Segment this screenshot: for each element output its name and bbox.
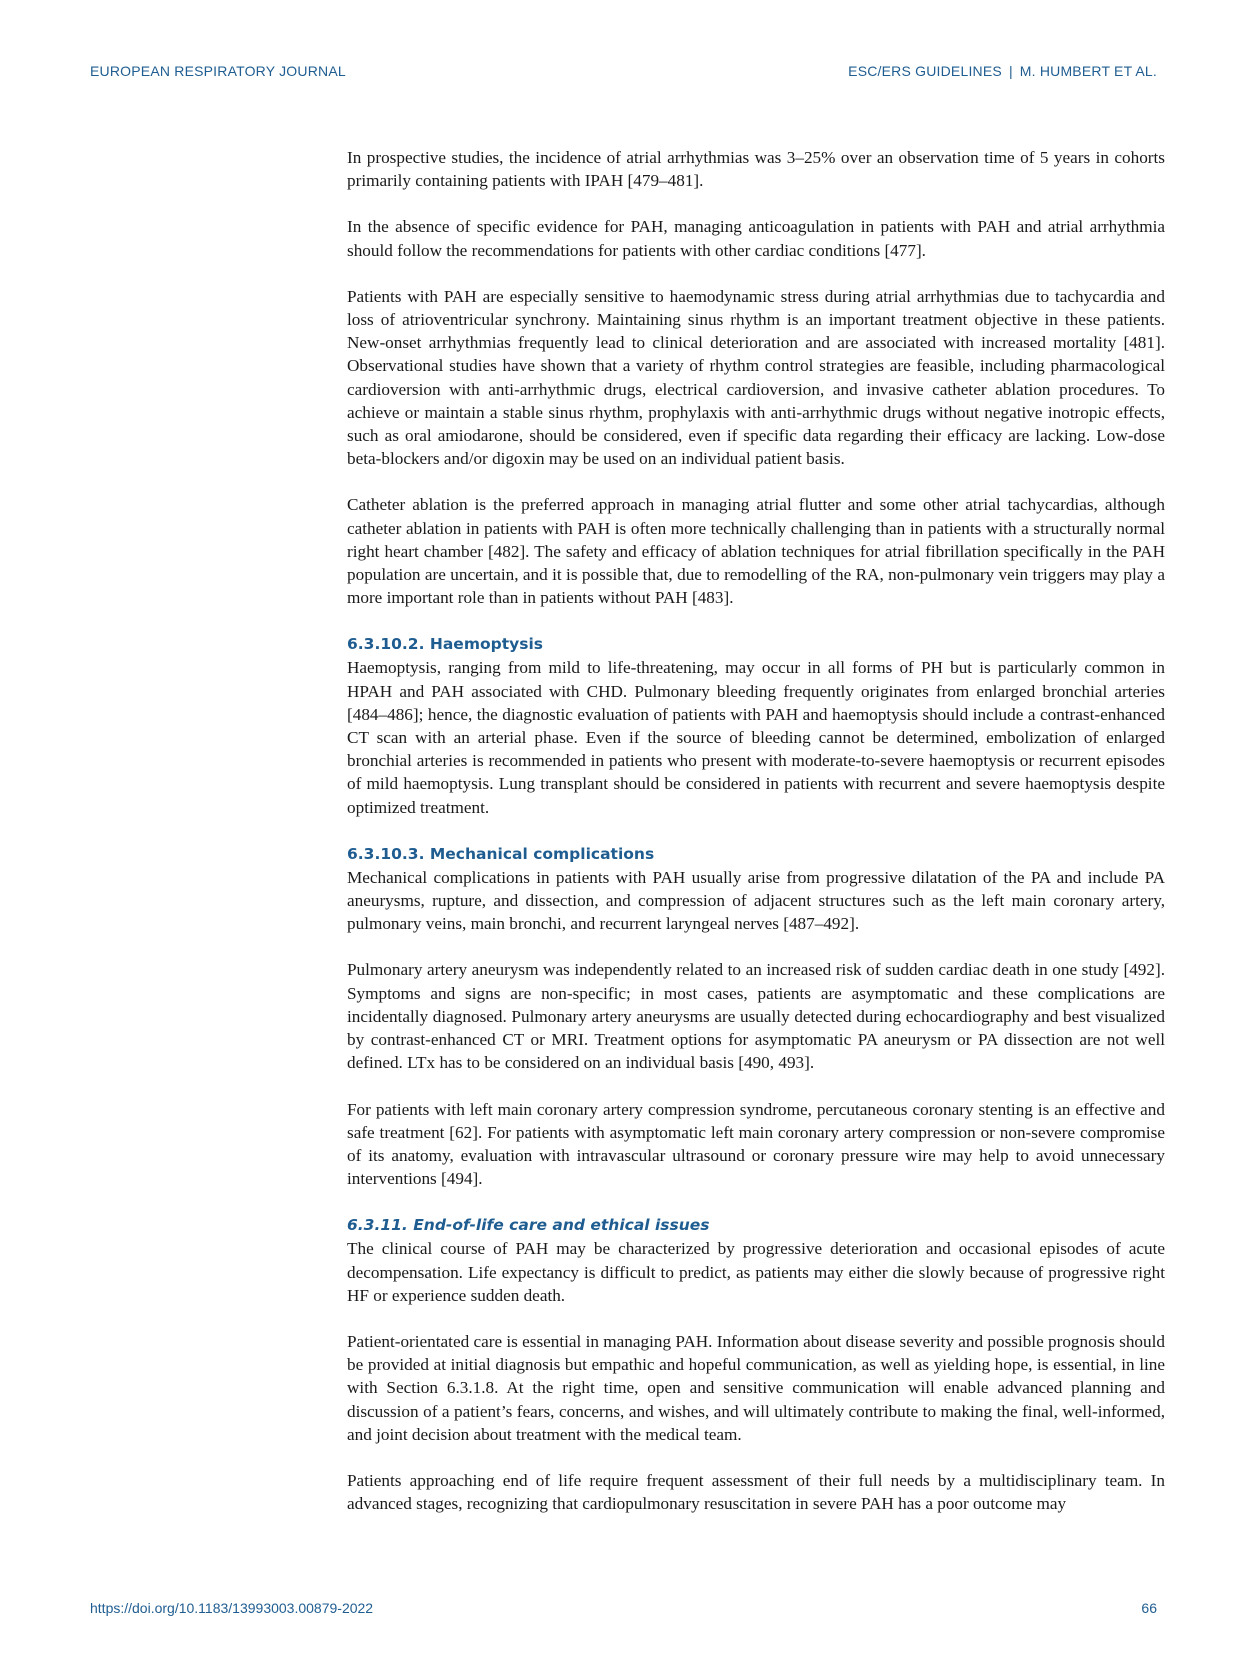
paragraph: Patient-orientated care is essential in managing PAH. Information about disease severity and possible prognosis should be provided at initial diagnosis but empathic and hopeful communication, as well as yielding hope, is essential, in line with Section 6.3.1.8. At the right time, open and sensitive communication will enable advanced planning and discussion of a patient’s fears, concerns, and wishes, and will ultimately contribute to making the final, well-informed, and joint decision about treatment with the medical team. bbox=[347, 1331, 1165, 1444]
paragraph: Catheter ablation is the preferred approach in managing atrial flutter and some other atrial tachycardias, although catheter ablation in patients with PAH is often more technically challenging than in patients with a structurally normal right heart chamber [482]. The safety and efficacy of ablation techniques for atrial fibrillation specifically in the PAH population are uncertain, and it is possible that, due to remodelling of the RA, non-pulmonary vein triggers may play a more important role than in patients without PAH [483]. bbox=[347, 495, 1165, 608]
header-separator: | bbox=[1008, 63, 1013, 79]
paragraph: Haemoptysis, ranging from mild to life-threatening, may occur in all forms of PH but is particularly common in HPAH and PAH associated with CHD. Pulmonary bleeding frequently originates from enlarged bronchial arteries [484–486]; hence, the diagnostic evaluation of patients with PAH and haemoptysis should include a contrast-enhanced CT scan with an arterial phase. Even if the source of bleeding cannot be determined, embolization of enlarged bronchial arteries is recommended in patients who present with moderate-to-severe haemoptysis or recurrent episodes of mild haemoptysis. Lung transplant should be considered in patients with recurrent and severe haemoptysis despite optimized treatment. bbox=[347, 658, 1165, 817]
journal-title: EUROPEAN RESPIRATORY JOURNAL bbox=[90, 63, 346, 79]
paragraph: Pulmonary artery aneurysm was independently related to an increased risk of sudden cardiac death in one study [492]. Symptoms and signs are non-specific; in most cases, patients are asymptomatic and these complications are incidentally diagnosed. Pulmonary artery aneurysms are usually detected during echocardiography and best visualized by contrast-enhanced CT or MRI. Treatment options for asymptomatic PA aneurysm or PA dissection are not well defined. LTx has to be considered on an individual basis [490, 493]. bbox=[347, 960, 1165, 1073]
section-heading-haemoptysis: 6.3.10.2. Haemoptysis bbox=[347, 635, 543, 654]
paragraph: In the absence of specific evidence for PAH, managing anticoagulation in patients with PAH and atrial arrhythmia should follow the recommendations for patients with other cardiac conditions [477]. bbox=[347, 217, 1165, 260]
running-head-right bbox=[848, 63, 1157, 79]
paragraph: Patients with PAH are especially sensitive to haemodynamic stress during atrial arrhythmias due to tachycardia and loss of atrioventricular synchrony. Maintaining sinus rhythm is an important treatment objective in these patients. New-onset arrhythmias frequently lead to clinical deterioration and are associated with increased mortality [481]. Observational studies have shown that a variety of rhythm control strategies are feasible, including pharmacological cardioversion with anti-arrhythmic drugs, electrical cardioversion, and invasive catheter ablation procedures. To achieve or maintain a stable sinus rhythm, prophylaxis with anti-arrhythmic drugs without negative inotropic effects, such as oral amiodarone, should be considered, even if specific data regarding their efficacy are lacking. Low-dose beta-blockers and/or digoxin may be used on an individual patient basis. bbox=[347, 286, 1165, 469]
paragraph: For patients with left main coronary artery compression syndrome, percutaneous coronary stenting is an effective and safe treatment [62]. For patients with asymptomatic left main coronary artery compression or non-severe compromise of its anatomy, evaluation with intravascular ultrasound or coronary pressure wire may help to avoid unnecessary interventions [494]. bbox=[347, 1099, 1165, 1189]
page-number: 66 bbox=[1141, 1600, 1157, 1616]
authors-label: M. HUMBERT ET AL. bbox=[1019, 63, 1157, 79]
body-column bbox=[347, 146, 1165, 1538]
paragraph: The clinical course of PAH may be characterized by progressive deterioration and occasional episodes of acute decompensation. Life expectancy is difficult to predict, as patients may either die slowly because of progressive right HF or experience sudden death. bbox=[347, 1239, 1165, 1305]
section-label: ESC/ERS GUIDELINES bbox=[848, 63, 1002, 79]
section-heading-mechanical-complications: 6.3.10.3. Mechanical complications bbox=[347, 844, 655, 863]
paragraph: In prospective studies, the incidence of atrial arrhythmias was 3–25% over an observation time of 5 years in cohorts primarily containing patients with IPAH [479–481]. bbox=[347, 148, 1165, 191]
paragraph: Mechanical complications in patients with PAH usually arise from progressive dilatation of the PA and include PA aneurysms, rupture, and dissection, and compression of adjacent structures such as the left main coronary artery, pulmonary veins, main bronchi, and recurrent laryngeal nerves [487–492]. bbox=[347, 867, 1165, 934]
doi-link[interactable]: https://doi.org/10.1183/13993003.00879-2022 bbox=[90, 1600, 374, 1616]
paragraph: Patients approaching end of life require frequent assessment of their full needs by a multidisciplinary team. In advanced stages, recognizing that cardiopulmonary resuscitation in severe PAH has a poor outcome may bbox=[347, 1470, 1165, 1514]
section-heading-end-of-life: 6.3.11. End-of-life care and ethical issues bbox=[347, 1216, 710, 1235]
